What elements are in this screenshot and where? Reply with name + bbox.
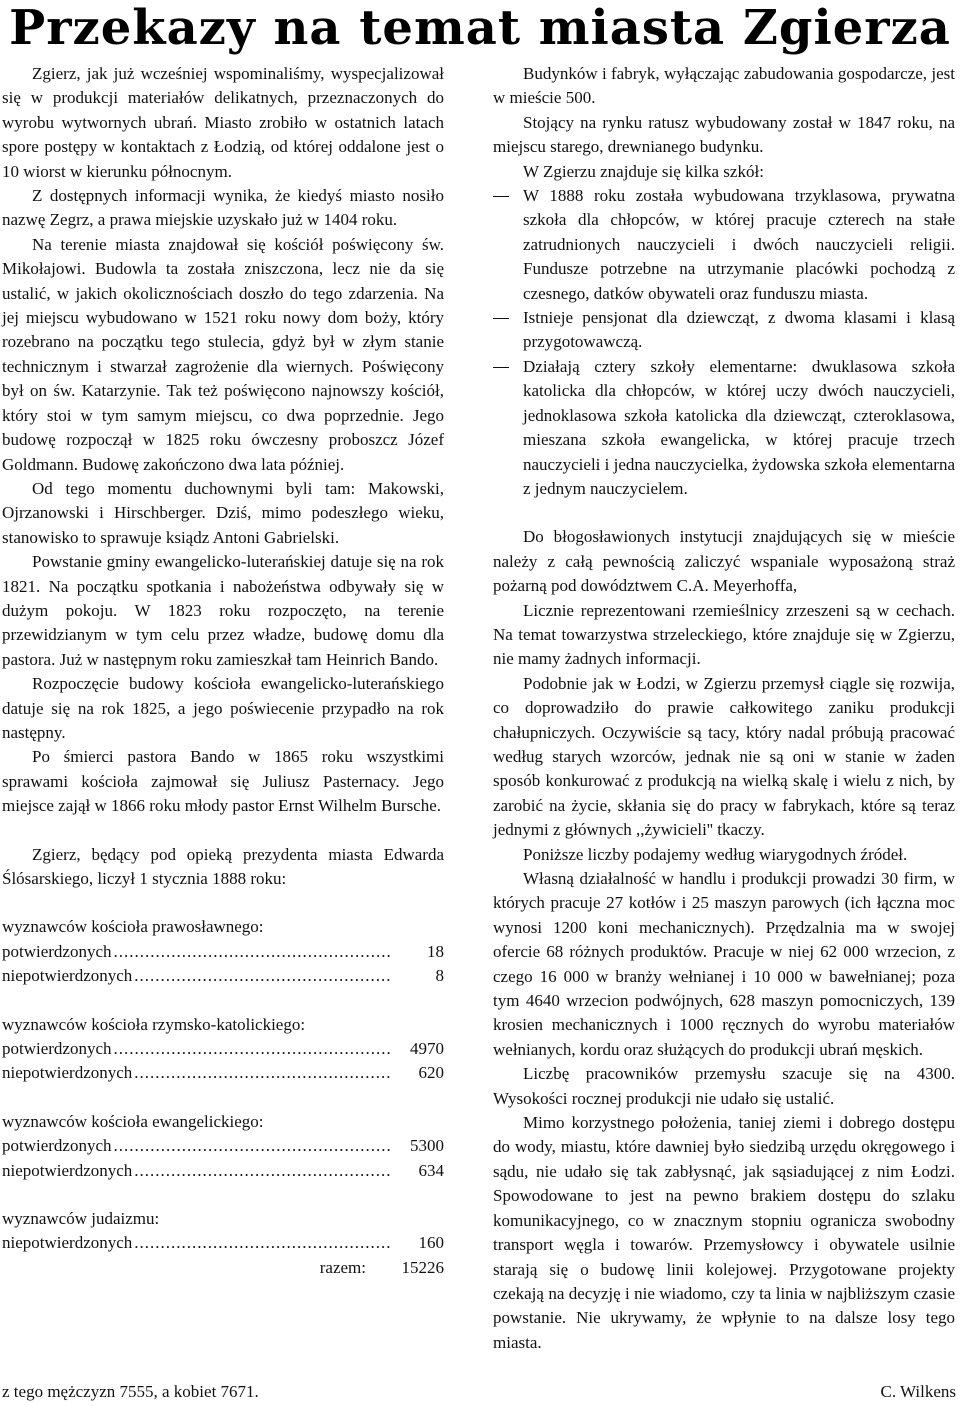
total-row [2,1256,444,1280]
population-footer: z tego mężczyzn 7555, a kobiet 7671. [2,1382,259,1401]
paragraph: Stojący na rynku ratusz wybudowany został w 1847 roku, na miejscu starego, drewnianego budynku. [493,112,955,157]
group-heading: wyznawców kościoła prawosławnego: [2,917,264,937]
paragraph: Licznie reprezentowani rzemieślnicy zrzeszeni są w cechach. Na temat towarzystwa strzeleckiego, które znajduje się w Zgierzu, nie mamy żadnych informacji. [493,600,955,669]
census-intro: Zgierz, będący pod opieką prezydenta miasta Edwarda Ślósarskiego, liczył 1 stycznia 1888 roku: [2,844,444,888]
total-label: razem: [319,1257,366,1277]
list-item: Działają cztery szkoły elementarne: dwuklasowa szkoła katolicka dla chłopców, w której uczy dwóch nauczycieli, jednoklasowa szkoła katolicka dla dziewcząt, czteroklasowa, mieszana szkoła ewangelicka, w której pracuje trzech nauczycieli i jedna nauczycielka, żydowska szkoła elementarna z jednym nauczycielem. [493,355,955,501]
paragraph: Z dostępnych informacji wynika, że kiedyś miasto nosiło nazwę Zegrz, a prawa miejskie uzyskało już w 1404 roku. [2,186,444,230]
paragraph: Mimo korzystnego położenia, taniej ziemi i dobrego dostępu do wody, miastu, które dawniej było siedzibą urzędu okręgowego i sądu, nie udało się tak zabłysnąć, jak sąsiadującej z nim Łodzi. Spowodowane to jest na pewno brakiem dostępu do szlaku komunikacyjnego, co w znacznym stopniu ogranicza swobodny transport węgla i towarów. Przemysłowcy i obywatele usilnie starają się o budowę linii kolejowej. Przygotowane projekty czekają na decyzję i nie wiadomo, czy ta linia w najbliższym czasie powstanie. Nie ukrywamy, że wpłynie to na dalsze losy tego miasta. [493,1113,955,1352]
census-group [2,1110,444,1183]
stat-row: niepotwierdzonych ..... 634 [2,1159,444,1183]
total-value: 15226 [401,1257,444,1277]
census-group [2,1013,444,1086]
paragraph: Od tego momentu duchownymi byli tam: Makowski, Ojrzanowski i Hirschberger. Dziś, mimo podeszłego wieku, stanowisko to sprawuje ksiądz Antoni Gabrielski. [2,478,444,547]
stat-row: niepotwierdzonych ..... 620 [2,1061,444,1085]
page-title: Przekazy na temat miasta Zgierza [9,0,951,56]
census-group [2,915,444,988]
census-group [2,1207,444,1280]
paragraph: Własną działalność w handlu i produkcji prowadzi 30 firm, w których pracuje 27 kotłów i 25 maszyn parowych (ich łączna moc wynosi 1200 koni mechanicznych). Przędzalnia ma w swojej ofercie 68 różnych produktów. Pracuje w niej 62 000 wrzecion, z czego 16 000 w branży wełnianej i 10 000 w bawełnianej; poza tym 4640 wrzecion podwójnych, 628 maszyn pomocniczych, 139 krosien mechanicznych i 1000 ręcznych do wyrobu materiałów wełnianych, kordu oraz służących do produkcji ubrań męskich. [493,869,955,1059]
right-column [493,62,955,1355]
stat-row: potwierdzonych ..... 18 [2,940,444,964]
left-column [2,62,444,1280]
paragraph: Poniższe liczby podajemy według wiarygodnych źródeł. [523,844,908,864]
paragraph: Powstanie gminy ewangelicko-luterańskiej datuje się na rok 1821. Na początku spotkania i nabożeństwa odbywały się w dużym pokoju. W 1823 roku rozpoczęto, na terenie przewidzianym w tym celu przez władze, budowę domu dla pastora. Już w następnym roku zamieszkał tam Heinrich Bando. [2,552,444,669]
paragraph: Budynków i fabryk, wyłączając zabudowania gospodarcze, jest w mieście 500. [493,64,955,108]
stat-row: niepotwierdzonych ..... 8 [2,964,444,988]
stat-row: potwierdzonych ..... 5300 [2,1134,444,1158]
list-item: Istnieje pensjonat dla dziewcząt, z dwoma klasami i klasą przygotowawczą. [493,306,955,355]
author-signature: C. Wilkens [880,1382,956,1401]
paragraph: Na terenie miasta znajdował się kościół poświęcony św. Mikołajowi. Budowla ta została zniszczona, lecz nie da się ustalić, w jakich okolicznościach doszło do tego zdarzenia. Na jej miejscu wybudowano w 1521 roku nowy dom boży, który rozebrano na początku tego stulecia, gdyż był w złym stanie technicznym i stwarzał zagrożenie dla wiernych. Poświęcony był on św. Katarzynie. Tak też poświęcono najnowszy kościół, który stoi w tym samym miejscu, co dwa poprzednie. Jego budowę rozpoczął w 1825 roku ówczesny proboszcz Józef Goldmann. Budowę zakończono dwa lata później. [2,234,444,474]
group-heading: wyznawców kościoła ewangelickiego: [2,1111,264,1131]
group-heading: wyznawców judaizmu: [2,1209,160,1229]
schools-list [493,184,955,501]
list-item: W 1888 roku została wybudowana trzyklasowa, prywatna szkoła dla chłopców, w której pracuje czterech na stałe zatrudnionych nauczycieli i dwóch nauczycieli religii. Fundusze potrzebne na utrzymanie placówki pochodzą z czesnego, datków obywateli oraz funduszu miasta. [493,184,955,306]
group-heading: wyznawców kościoła rzymsko-katolickiego: [2,1014,306,1034]
paragraph: Rozpoczęcie budowy kościoła ewangelicko-luterańskiego datuje się na rok 1825, a jego poświecenie przypadło na rok następny. [2,674,444,742]
paragraph: Liczbę pracowników przemysłu szacuje się na 4300. Wysokości rocznej produkcji nie udało się ustalić. [493,1064,955,1108]
paragraph: Do błogosławionych instytucji znajdujących się w mieście należy z całą pewnością zaliczyć wspaniale wyposażoną straż pożarną pod dowództwem C.A. Meyerhoffa, [493,527,955,596]
paragraph: Po śmierci pastora Bando w 1865 roku wszystkimi sprawami kościoła zajmował się Juliusz Pasternacy. Jego miejsce zajął w 1866 roku młody pastor Ernst Wilhelm Bursche. [2,747,444,816]
stat-row: potwierdzonych ..... 4970 [2,1037,444,1061]
paragraph: Podobnie jak w Łodzi, w Zgierzu przemysł ciągle się rozwija, co doprowadziło do prawie całkowitego zaniku produkcji chałupniczych. Oczywiście są tacy, który nadal próbują pracować według starych wzorców, jednak nie są oni w stanie w żaden sposób konkurować z produkcją na wielką skalę i wielu z nich, by zarobić na życie, skłania się do pracy w fabrykach, które są teraz jednymi z głównych ,,żywicieli'' tkaczy. [493,673,955,840]
stat-row: niepotwierdzonych ..... 160 [2,1231,444,1255]
paragraph: W Zgierzu znajduje się kilka szkół: [523,161,764,181]
paragraph: Zgierz, jak już wcześniej wspominaliśmy, wyspecjalizował się w produkcji materiałów delikatnych, przeznaczonych do wyrobu wytwornych ubrań. Miasto zrobiło w ostatnich latach spore postępy w kontaktach z Łodzią, od której oddalone jest o 10 wiorst w kierunku północnym. [2,64,444,181]
